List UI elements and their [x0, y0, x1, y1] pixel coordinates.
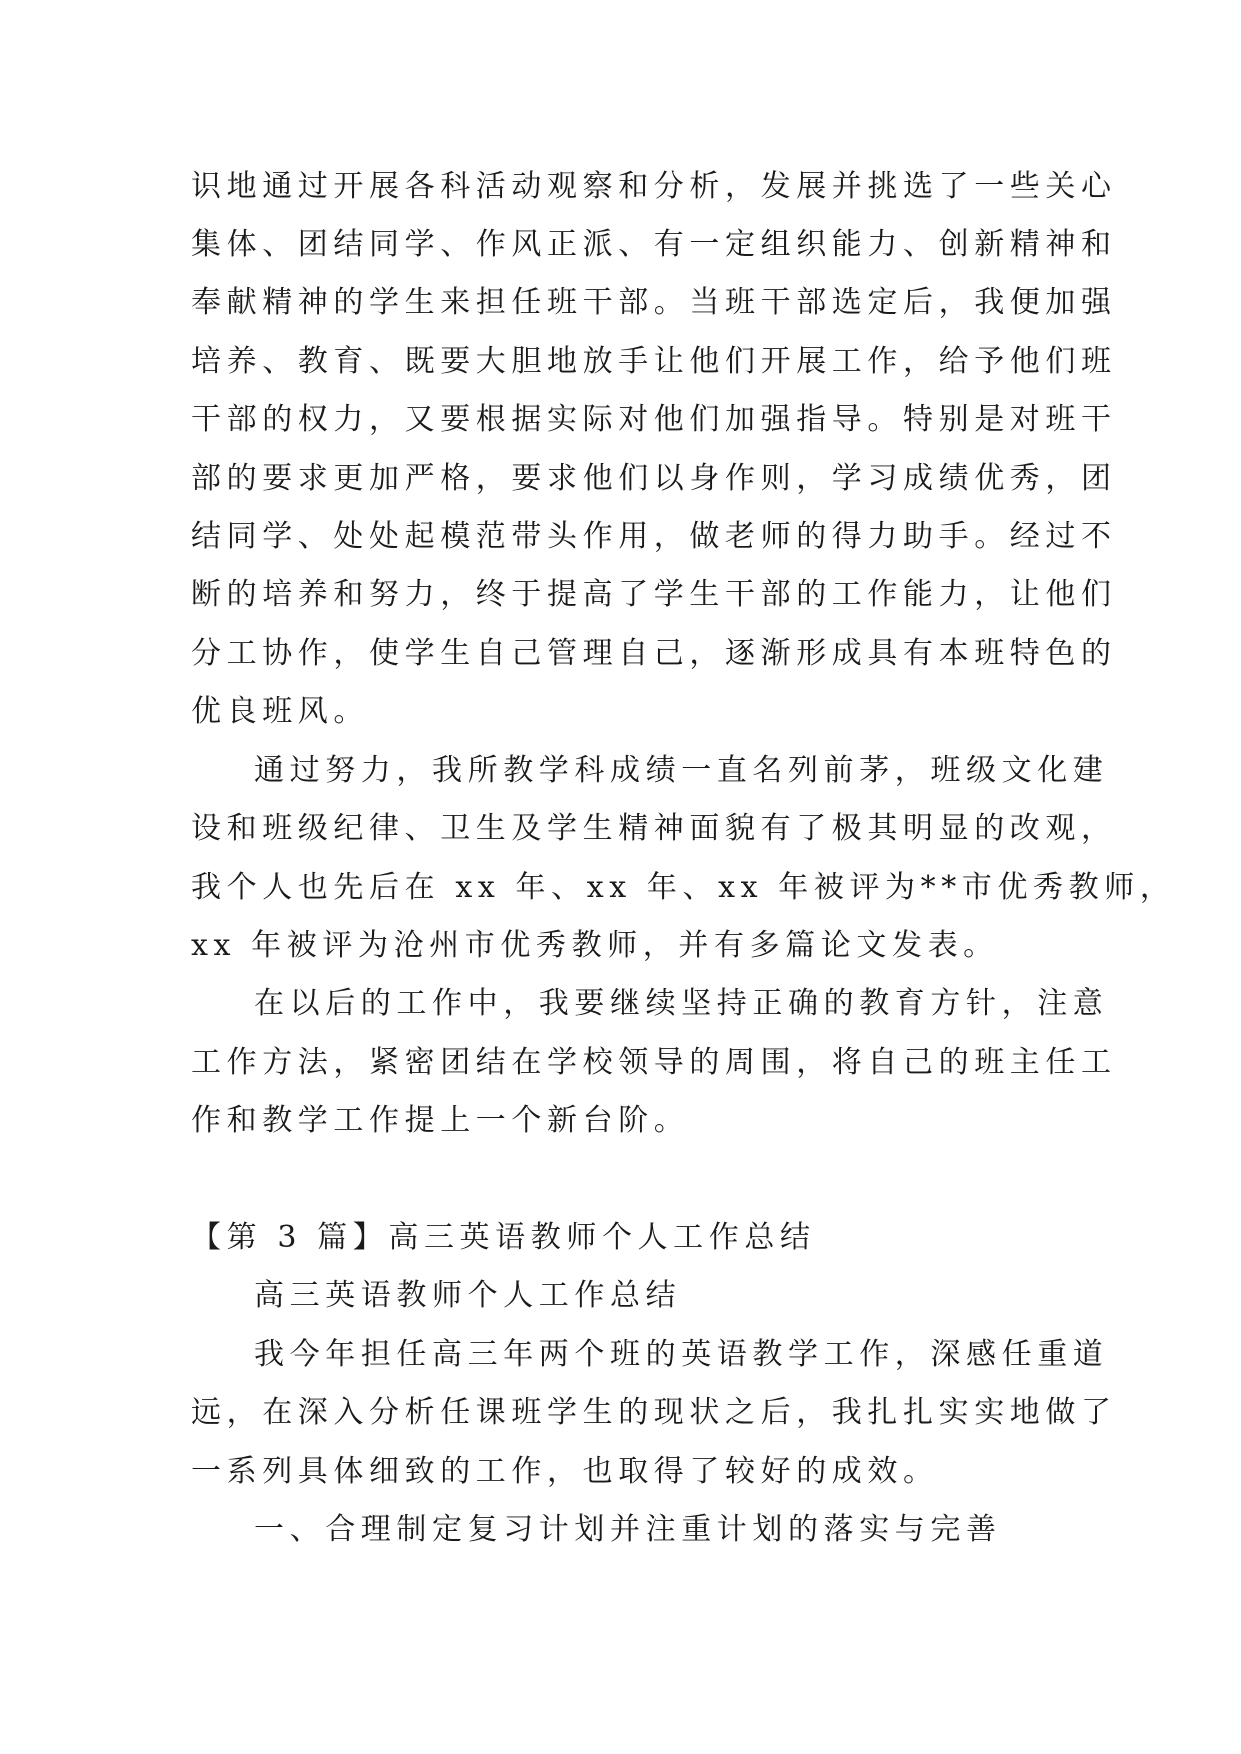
text-line: 干部的权力，又要根据实际对他们加强指导。特别是对班干 — [191, 402, 1117, 437]
text-line: 部的要求更加严格，要求他们以身作则，学习成绩优秀，团 — [191, 461, 1117, 496]
subsection-heading: 一、合理制定复习计划并注重计划的落实与完善 — [254, 1512, 1002, 1547]
text-line: 我个人也先后在 xx 年、xx 年、xx 年被评为**市优秀教师， — [191, 870, 1176, 905]
paragraph-first-line: 通过努力，我所教学科成绩一直名列前茅，班级文化建 — [254, 753, 1109, 788]
text-line: 优良班风。 — [191, 694, 369, 729]
text-line: 奉献精神的学生来担任班干部。当班干部选定后，我便加强 — [191, 285, 1117, 320]
text-line: 结同学、处处起模范带头作用，做老师的得力助手。经过不 — [191, 519, 1117, 554]
text-line: 培养、教育、既要大胆地放手让他们开展工作，给予他们班 — [191, 344, 1117, 379]
text-line: 集体、团结同学、作风正派、有一定组织能力、创新精神和 — [191, 227, 1117, 262]
text-line: 工作方法，紧密团结在学校领导的周围，将自己的班主任工 — [191, 1045, 1117, 1080]
text-line: 远，在深入分析任课班学生的现状之后，我扎扎实实地做了 — [191, 1395, 1117, 1430]
text-line: 分工协作，使学生自己管理自己，逐渐形成具有本班特色的 — [191, 636, 1117, 671]
text-line: 一系列具体细致的工作，也取得了较好的成效。 — [191, 1454, 939, 1489]
paragraph-first-line: 在以后的工作中，我要继续坚持正确的教育方针，注意 — [254, 986, 1109, 1021]
text-line: 断的培养和努力，终于提高了学生干部的工作能力，让他们 — [191, 577, 1117, 612]
text-line: 识地通过开展各科活动观察和分析，发展并挑选了一些关心 — [191, 169, 1117, 204]
paragraph-first-line: 我今年担任高三年两个班的英语教学工作，深感任重道 — [254, 1337, 1109, 1372]
text-line: xx 年被评为沧州市优秀教师，并有多篇论文发表。 — [191, 928, 999, 963]
text-line: 设和班级纪律、卫生及学生精神面貌有了极其明显的改观， — [191, 811, 1117, 846]
section-heading: 【第 3 篇】高三英语教师个人工作总结 — [191, 1220, 816, 1255]
text-line: 作和教学工作提上一个新台阶。 — [191, 1103, 690, 1138]
article-title: 高三英语教师个人工作总结 — [254, 1278, 682, 1313]
